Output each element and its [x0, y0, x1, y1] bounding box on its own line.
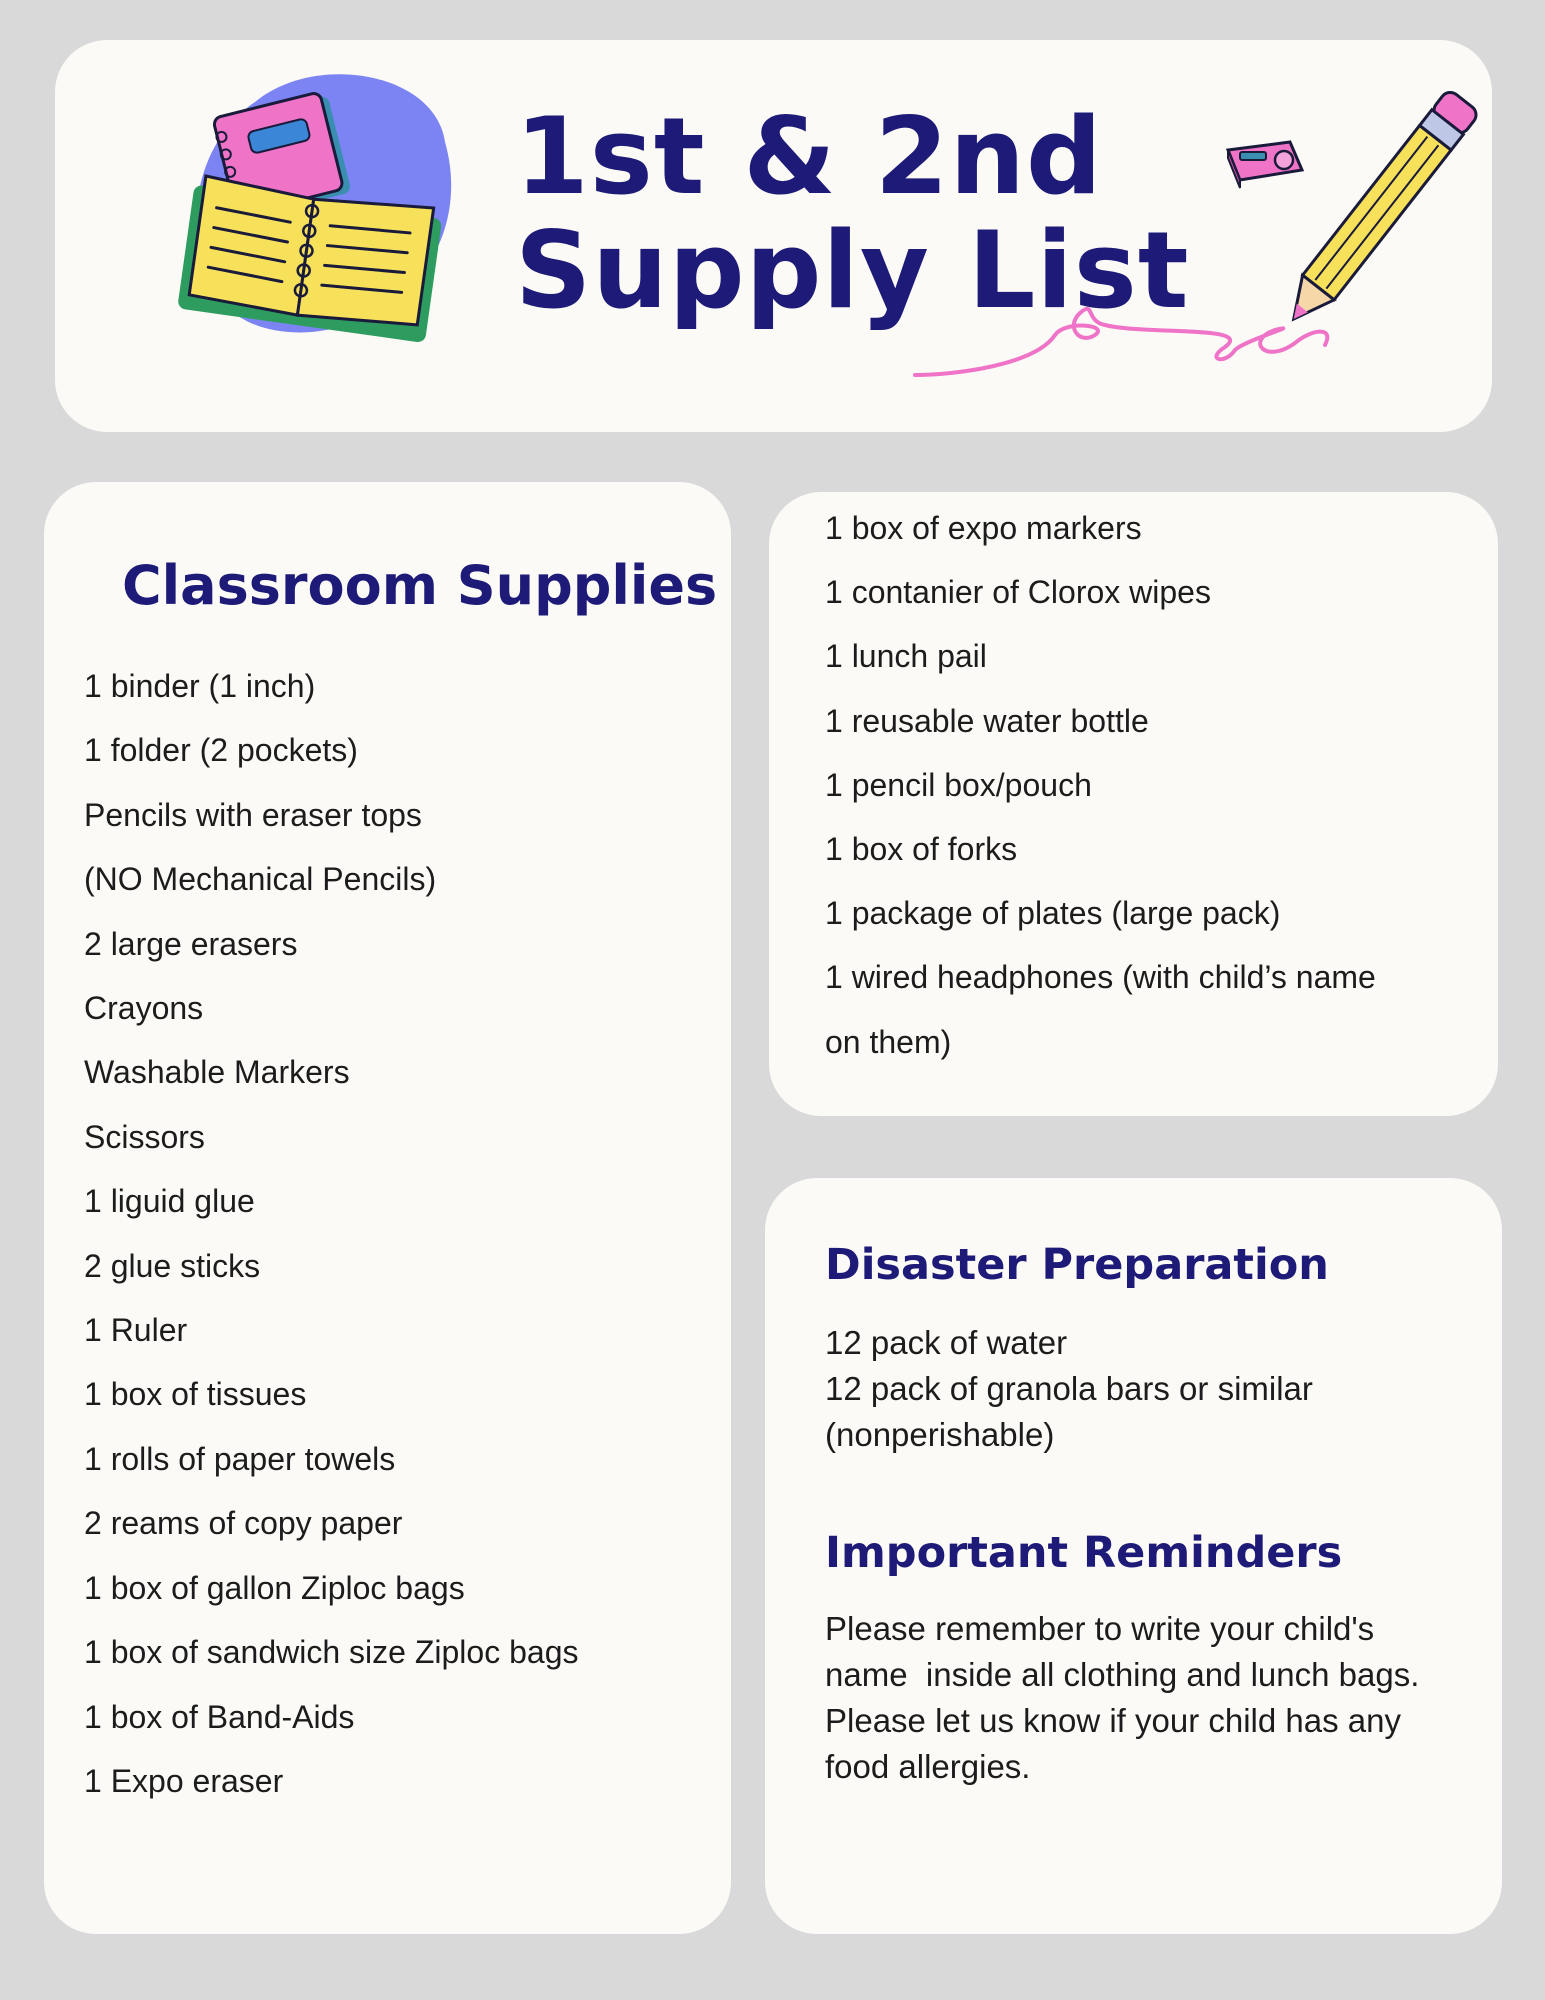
- list-item: 1 folder (2 pockets): [84, 732, 358, 769]
- text-line: Please let us know if your child has any: [825, 1702, 1401, 1739]
- reminder-allergies-text: [825, 1698, 1465, 1790]
- list-item: 1 box of gallon Ziploc bags: [84, 1569, 465, 1606]
- list-item: 1 box of expo markers: [825, 510, 1142, 546]
- pencil-icon: [915, 85, 1475, 405]
- disaster-preparation-text: [825, 1320, 1465, 1458]
- list-item: on them): [825, 1023, 952, 1060]
- text-line: 12 pack of granola bars or similar: [825, 1370, 1313, 1407]
- header-card: [55, 40, 1492, 432]
- list-item: 1 liguid glue: [84, 1183, 255, 1220]
- title-line-2: Supply List: [515, 209, 1190, 332]
- list-item: 2 reams of copy paper: [84, 1505, 403, 1542]
- list-item: 1 box of forks: [825, 831, 1018, 868]
- title-line-1: 1st & 2nd: [515, 95, 1103, 218]
- list-item: 1 pencil box/pouch: [825, 766, 1092, 803]
- additional-supplies-list: [825, 496, 1376, 1074]
- list-item: 1 wired headphones (with child’s name: [825, 959, 1376, 996]
- list-item: 1 Expo eraser: [84, 1762, 284, 1799]
- list-item: 1 box of Band-Aids: [84, 1698, 355, 1735]
- list-item: 1 box of tissues: [84, 1376, 307, 1413]
- important-reminders-heading: Important Reminders: [825, 1528, 1343, 1578]
- list-item: 1 reusable water bottle: [825, 702, 1149, 739]
- list-item: 1 contanier of Clorox wipes: [825, 574, 1211, 611]
- disaster-preparation-heading: Disaster Preparation: [825, 1240, 1329, 1290]
- list-item: 2 large erasers: [84, 925, 298, 962]
- list-item: Crayons: [84, 990, 204, 1027]
- list-item: 1 binder (1 inch): [84, 668, 316, 704]
- notebook-icon: [135, 62, 515, 402]
- classroom-supplies-card: [44, 482, 731, 1934]
- list-item: 1 box of sandwich size Ziploc bags: [84, 1634, 579, 1671]
- list-item: Scissors: [84, 1118, 205, 1155]
- list-item: 2 glue sticks: [84, 1247, 261, 1284]
- list-item: (NO Mechanical Pencils): [84, 861, 437, 898]
- disaster-reminders-card: [765, 1178, 1502, 1934]
- classroom-supplies-list: [84, 654, 578, 1813]
- list-item: 1 rolls of paper towels: [84, 1440, 396, 1477]
- additional-supplies-card: [769, 492, 1498, 1116]
- text-line: Please remember to write your child's: [825, 1610, 1375, 1647]
- text-line: (nonperishable): [825, 1416, 1055, 1453]
- list-item: Pencils with eraser tops: [84, 796, 422, 833]
- classroom-supplies-heading: Classroom Supplies: [122, 554, 718, 617]
- list-item: 1 package of plates (large pack): [825, 895, 1281, 932]
- text-line: 12 pack of water: [825, 1324, 1068, 1361]
- list-item: 1 Ruler: [84, 1312, 188, 1349]
- text-line: food allergies.: [825, 1748, 1031, 1785]
- list-item: 1 lunch pail: [825, 638, 987, 675]
- list-item: Washable Markers: [84, 1054, 350, 1091]
- sharpener-icon: [1220, 130, 1320, 200]
- text-line: name inside all clothing and lunch bags.: [825, 1656, 1420, 1693]
- reminder-clothing-text: [825, 1606, 1465, 1698]
